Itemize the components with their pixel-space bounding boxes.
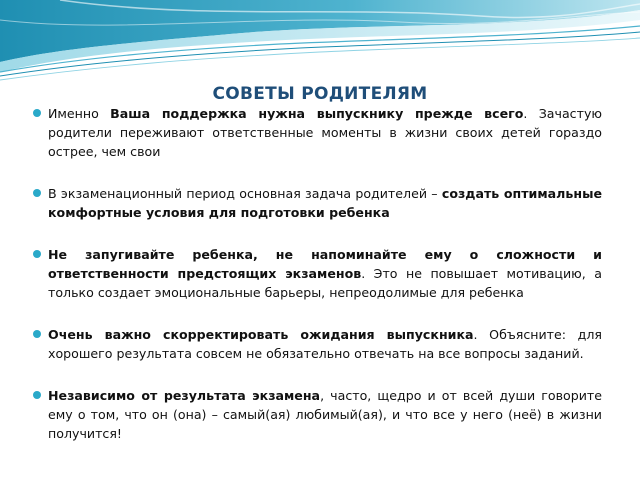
- advice-list: [34, 104, 602, 443]
- bullet-dot-icon: [33, 250, 41, 258]
- item-bold-text: Независимо от результата экзамена: [48, 388, 321, 403]
- header-wave-decoration: [0, 0, 640, 82]
- bullet-dot-icon: [33, 189, 41, 197]
- item-text: . Объясните: для хорошего результата совсем не обязательно отвечать на все вопросы заданий.: [48, 327, 602, 361]
- bullet-dot-icon: [33, 391, 41, 399]
- bullet-dot-icon: [33, 109, 41, 117]
- list-item: [34, 184, 602, 222]
- bullet-dot-icon: [33, 330, 41, 338]
- item-bold-text: Очень важно скорректировать ожидания выпускника: [48, 327, 474, 342]
- item-bold-text: Ваша поддержка нужна выпускнику прежде всего: [110, 106, 524, 121]
- list-item: [34, 104, 602, 161]
- item-bold-text: создать оптимальные комфортные условия для подготовки ребенка: [48, 186, 602, 220]
- item-text: В экзаменационный период основная задача родителей –: [48, 186, 442, 201]
- list-item: [34, 245, 602, 302]
- item-text: , часто, щедро и от всей души говорите ему о том, что он (она) – самый(ая) любимый(ая), и что все у него (неё) в жизни получится!: [48, 388, 602, 441]
- list-item: [34, 325, 602, 363]
- slide-title: СОВЕТЫ РОДИТЕЛЯМ: [212, 84, 428, 104]
- item-text: . Это не повышает мотивацию, а только создает эмоциональные барьеры, непреодолимые для ребенка: [48, 266, 602, 300]
- list-item: [34, 386, 602, 443]
- item-text: Именно: [48, 106, 111, 121]
- item-bold-text: Не запугивайте ребенка, не напоминайте ему о сложности и ответственности предстоящих экзаменов: [48, 247, 602, 281]
- item-text: . Зачастую родители переживают ответственные моменты в жизни своих детей гораздо острее, чем свои: [48, 106, 602, 159]
